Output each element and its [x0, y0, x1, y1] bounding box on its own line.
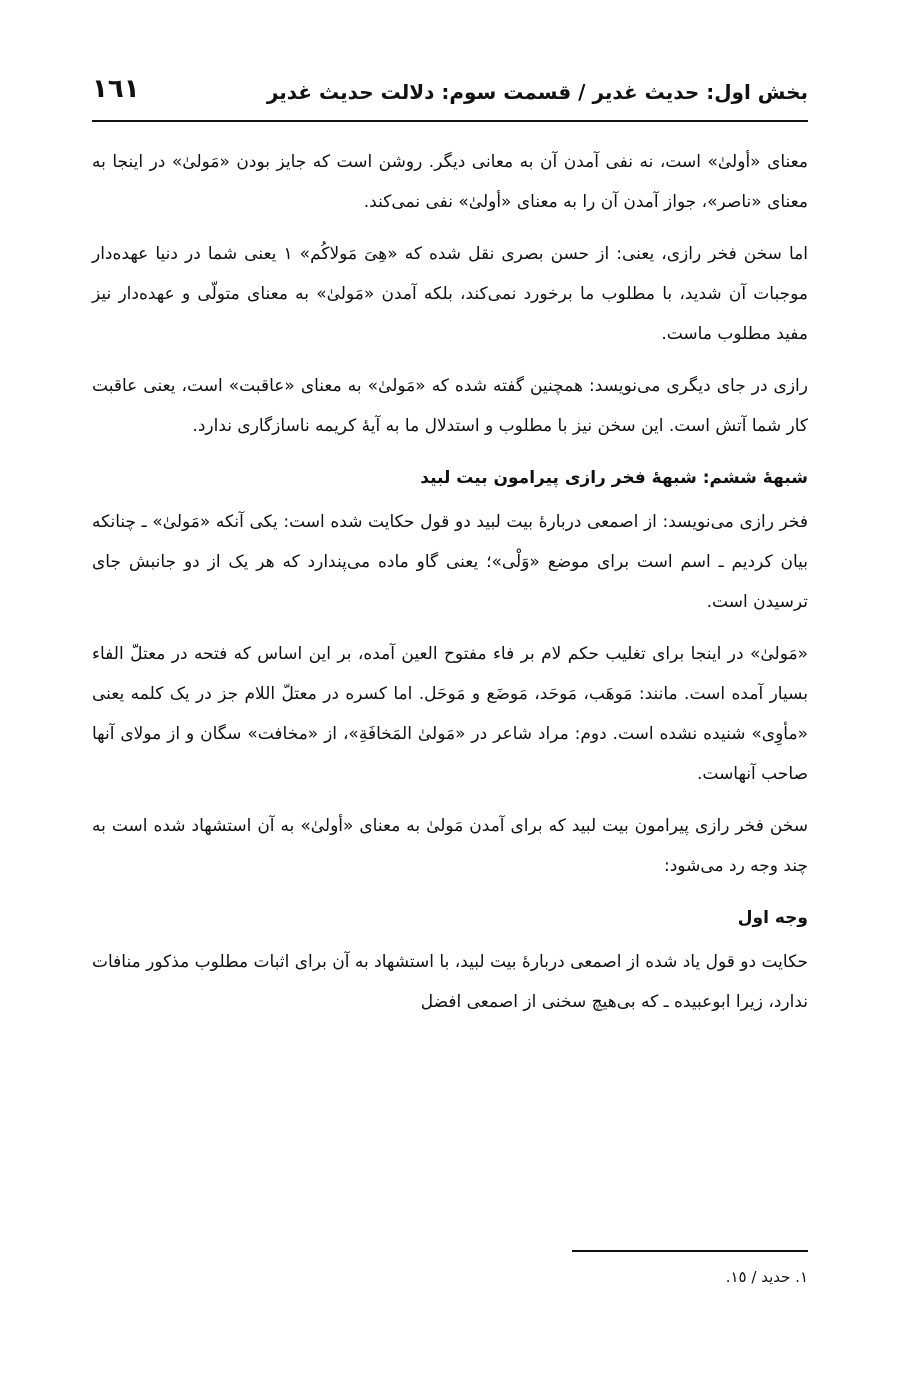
- paragraph: اما سخن فخر رازی، یعنی: از حسن بصری نقل شده که «هِیَ مَولاکُم» ١ یعنی شما در دنیا عهده‌دار موجبات آن شدید، با مطلوب ما برخورد نمی‌کند، بلکه آمدن «مَولیٰ» به معنای متولّی و عهده‌دار نیز مفید مطلوب ماست.: [92, 244, 808, 344]
- footnote-divider: [572, 1250, 808, 1252]
- section-heading: وجه اول: [737, 908, 808, 928]
- paragraph: سخن فخر رازی پیرامون بیت لبید که برای آمدن مَولیٰ به معنای «أولیٰ» به آن استشهاد شده است به چند وجه رد می‌شود:: [92, 816, 808, 876]
- running-header-title: بخش اول: حدیث غدیر / قسمت سوم: دلالت حدیث غدیر: [266, 80, 808, 104]
- paragraph: «مَولیٰ» در اینجا برای تغلیب حکم لام بر فاء مفتوح العین آمده، بر این اساس که فتحه در معتلّ الفاء بسیار آمده است. مانند: مَوهَب، مَوحَد، مَوضَع و مَوحَل. اما کسره در معتلّ اللام جز در یک کلمه یعنی «مأوِی» شنیده نشده است. دوم: مراد شاعر در «مَولیٰ المَخافَةِ»، از «مخافت» سگان و از مولای آنها صاحب آنهاست.: [92, 644, 808, 784]
- paragraph: فخر رازی می‌نویسد: از اصمعی دربارهٔ بیت لبید دو قول حکایت شده است: یکی آنکه «مَولیٰ» ـ چنانکه بیان کردیم ـ اسم است برای موضع «وَلْی»؛ یعنی گاو ماده می‌پندارد که هر یک از دو جانبش جای ترسیدن است.: [92, 512, 808, 612]
- page-header: [92, 70, 808, 118]
- paragraph: رازی در جای دیگری می‌نویسد: همچنین گفته شده که «مَولیٰ» به معنای «عاقبت» است، یعنی عاقبت کار شما آتش است. این سخن نیز با مطلوب و استدلال ما به آیهٔ کریمه ناسازگاری ندارد.: [92, 376, 808, 436]
- section-heading: شبههٔ ششم: شبههٔ فخر رازی پیرامون بیت لبید: [420, 468, 808, 488]
- header-divider: [92, 120, 808, 122]
- page-number: ١٦١: [92, 74, 140, 104]
- body-text: [92, 142, 808, 1034]
- paragraph: معنای «أولیٰ» است، نه نفی آمدن آن به معانی دیگر. روشن است که جایز بودن «مَولیٰ» در اینجا به معنای «ناصر»، جواز آمدن آن را به معنای «أولیٰ» نفی نمی‌کند.: [92, 152, 808, 212]
- paragraph: حکایت دو قول یاد شده از اصمعی دربارهٔ بیت لبید، با استشهاد به آن برای اثبات مطلوب مذکور منافات ندارد، زیرا ابوعبیده ـ که بی‌هیچ سخنی از اصمعی افضل: [92, 952, 808, 1012]
- footnote: ١. حدید / ١٥.: [725, 1268, 808, 1286]
